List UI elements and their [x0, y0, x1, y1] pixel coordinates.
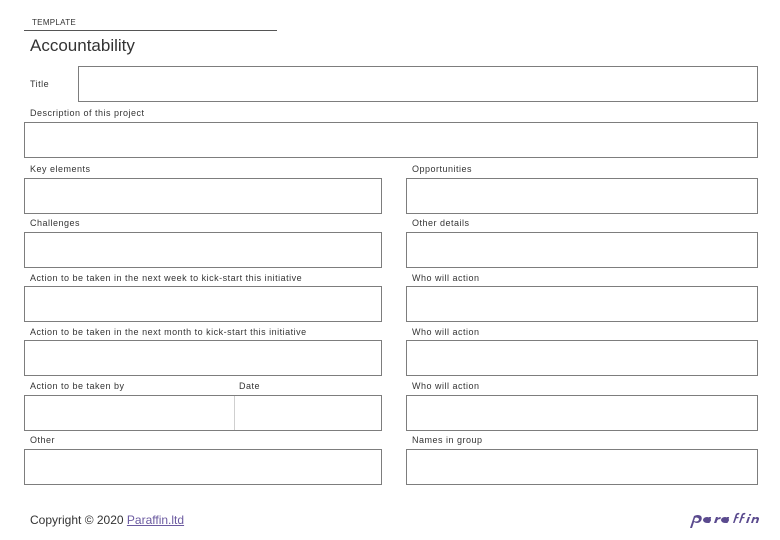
- opportunities-label: Opportunities: [412, 164, 473, 174]
- action-week-label: Action to be taken in the next week to kick-start this initiative: [30, 273, 303, 283]
- who-week-field[interactable]: [406, 286, 758, 322]
- description-label: Description of this project: [30, 108, 145, 118]
- title-field[interactable]: [78, 66, 758, 102]
- who-month-label: Who will action: [412, 327, 480, 337]
- footer-copyright: [30, 513, 184, 527]
- action-month-label: Action to be taken in the next month to kick-start this initiative: [30, 327, 307, 337]
- paraffin-link[interactable]: Paraffin.ltd: [126, 513, 185, 527]
- who-by-field[interactable]: [406, 395, 758, 431]
- copyright-text: Copyright © 2020: [30, 513, 127, 527]
- other-details-label: Other details: [412, 218, 470, 228]
- who-month-field[interactable]: [406, 340, 758, 376]
- who-by-label: Who will action: [412, 381, 480, 391]
- challenges-field[interactable]: [24, 232, 382, 268]
- date-label: Date: [239, 381, 261, 391]
- other-details-field[interactable]: [406, 232, 758, 268]
- page-title: Accountability: [30, 36, 135, 55]
- action-by-date-divider: [234, 396, 235, 430]
- who-week-label: Who will action: [412, 273, 480, 283]
- names-label: Names in group: [412, 435, 483, 445]
- key-elements-label: Key elements: [30, 164, 91, 174]
- action-by-field[interactable]: [24, 395, 382, 431]
- other-field[interactable]: [24, 449, 382, 485]
- other-label: Other: [30, 435, 56, 445]
- challenges-label: Challenges: [30, 218, 81, 228]
- description-field[interactable]: [24, 122, 758, 158]
- template-tag: TEMPLATE: [32, 18, 77, 27]
- action-week-field[interactable]: [24, 286, 382, 322]
- action-by-label: Action to be taken by: [30, 381, 125, 391]
- paraffin-logo-icon: [690, 510, 762, 530]
- header-rule: [24, 30, 277, 31]
- title-label: Title: [30, 79, 50, 89]
- key-elements-field[interactable]: [24, 178, 382, 214]
- opportunities-field[interactable]: [406, 178, 758, 214]
- names-field[interactable]: [406, 449, 758, 485]
- action-month-field[interactable]: [24, 340, 382, 376]
